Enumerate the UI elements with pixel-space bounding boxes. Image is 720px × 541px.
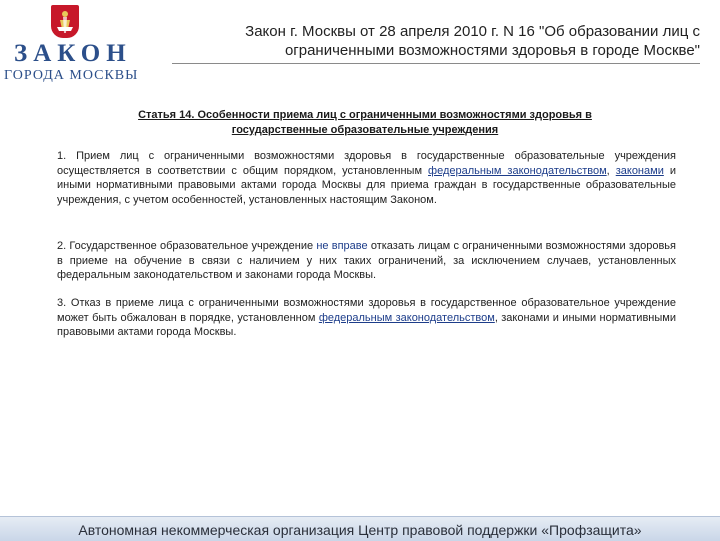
p3-text-2: , законами и иными нормативными правовыми актами города Москвы. <box>57 311 676 338</box>
title-divider <box>172 63 700 64</box>
title-line-1: Закон г. Москвы от 28 апреля 2010 г. N 16 "Об образовании лиц с <box>245 23 700 40</box>
article-title-line-2: государственные образовательные учреждения <box>231 124 499 136</box>
laws-link[interactable]: законами <box>615 164 664 177</box>
p1-text-1: 1. Прием лиц с ограниченными возможностями здоровья в государственные образовательные учреждения осуществляется в соответствии с общим порядком, установленным <box>57 150 676 177</box>
footer-text: Автономная некоммерческая организация Центр правовой поддержки «Профзащита» <box>78 522 642 538</box>
paragraph-1 <box>57 149 676 207</box>
footer-bar <box>0 516 720 541</box>
article-title-line-1: Статья 14. Особенности приема лиц с ограниченными возможностями здоровья в <box>138 109 592 121</box>
not-entitled-highlight: не вправе <box>316 240 368 252</box>
p1-text-2: , <box>606 164 616 177</box>
article-title <box>50 108 680 138</box>
federal-legislation-link[interactable]: федеральным законодательством <box>428 164 607 177</box>
logo <box>0 0 160 92</box>
logo-sub-text: ГОРОДА МОСКВЫ <box>4 68 139 83</box>
paragraph-3 <box>57 296 676 340</box>
federal-legislation-link-2[interactable]: федеральным законодательством <box>318 311 495 324</box>
page-title <box>160 22 700 60</box>
title-line-2: ограниченными возможностями здоровья в городе Москве" <box>284 42 700 59</box>
p3-text-1: 3. Отказ в приеме лица с ограниченными возможностями здоровья в государственное образовательное учреждение может быть обжалован в порядке, установленном <box>57 297 676 324</box>
p2-text-2: отказать лицам с ограниченными возможностями здоровья в приеме на обучение в связи с наличием у них таких ограничений, за исключением случаев, установленных федеральным законодательством и законами города Москвы. <box>57 240 676 281</box>
moscow-coat-of-arms-icon <box>51 5 79 38</box>
paragraph-2 <box>57 239 676 283</box>
logo-main-text: ЗАКОН <box>14 40 132 67</box>
p1-text-3: и иными нормативными правовыми актами города Москвы для приема граждан в государственные образовательные учреждения, с учетом особенностей, установленных настоящим Законом. <box>57 164 676 206</box>
p2-text-1: 2. Государственное образовательное учреждение <box>57 240 317 252</box>
